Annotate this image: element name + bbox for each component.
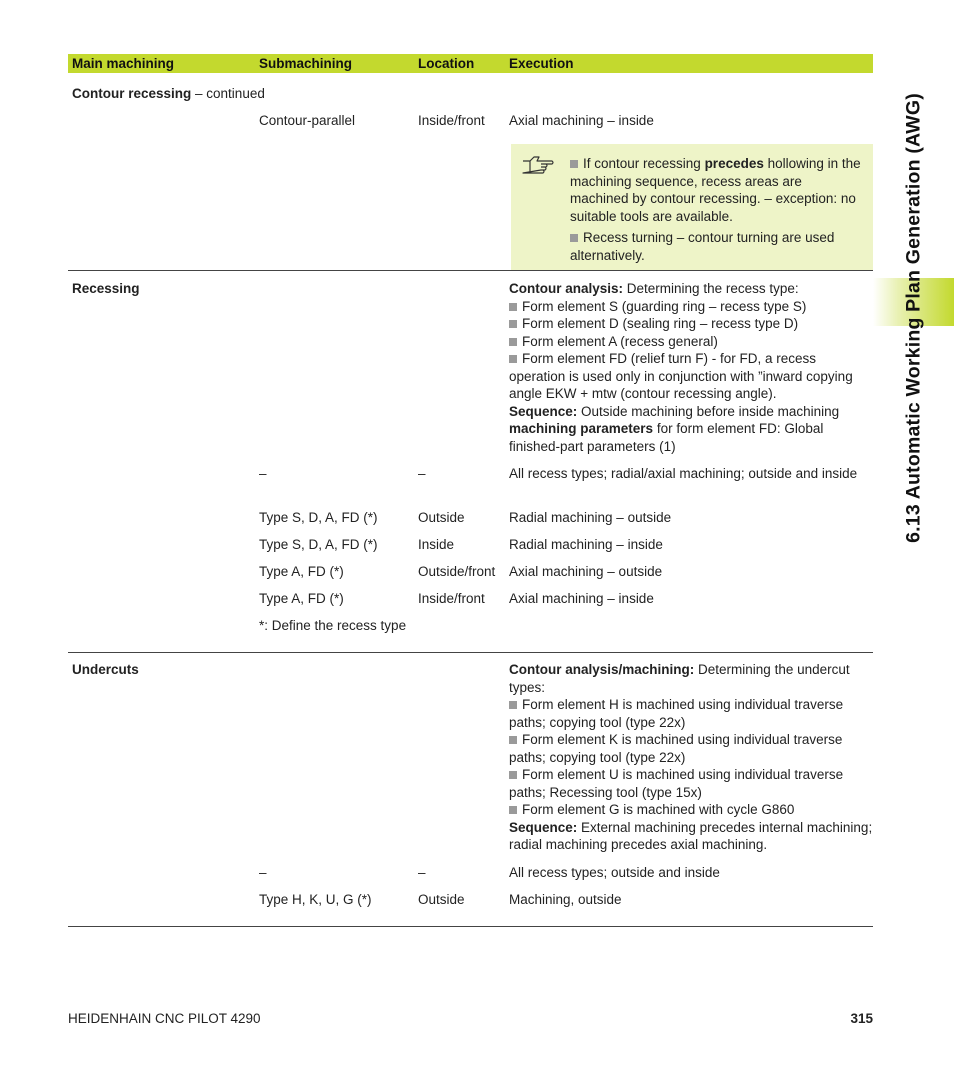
table-row-loc: Outside bbox=[418, 892, 465, 907]
list-item: Form element FD (relief turn F) - for FD, a recess operation is used only in conjunction with ”inward copying angle EKW + mtw (contour recessing angle). bbox=[509, 351, 853, 401]
note-bullet-2: Recess turning – contour turning are used alternatively. bbox=[570, 230, 835, 263]
recess-footnote: *: Define the recess type bbox=[259, 618, 407, 633]
table-row-exec: Axial machining – outside bbox=[509, 564, 663, 579]
chapter-side-title: 6.13 Automatic Working Plan Generation (AWG) bbox=[902, 93, 925, 543]
table-row-sub: Type S, D, A, FD (*) bbox=[259, 537, 378, 552]
bullet-square-icon bbox=[509, 320, 517, 328]
header-execution: Execution bbox=[509, 56, 574, 71]
table-row-exec: Machining, outside bbox=[509, 892, 622, 907]
divider bbox=[68, 652, 873, 653]
table-row-exec: All recess types; radial/axial machining; outside and inside bbox=[509, 466, 858, 481]
list-item: Form element H is machined using individual traverse paths; copying tool (type 22x) bbox=[509, 697, 844, 730]
bullet-square-icon bbox=[509, 806, 517, 814]
pointing-hand-icon bbox=[521, 155, 555, 177]
note-text bbox=[570, 155, 862, 264]
bullet-square-icon bbox=[509, 701, 517, 709]
contour-recessing-exec: Axial machining – inside bbox=[509, 113, 654, 128]
contour-recessing-loc: Inside/front bbox=[418, 113, 485, 128]
table-row-exec: All recess types; outside and inside bbox=[509, 865, 720, 880]
table-row-loc: Inside/front bbox=[418, 591, 485, 606]
bullet-square-icon bbox=[509, 771, 517, 779]
list-item: Form element A (recess general) bbox=[509, 333, 873, 351]
table-row-sub: – bbox=[259, 466, 267, 481]
table-row-exec: Radial machining – inside bbox=[509, 537, 663, 552]
table-row-loc: Inside bbox=[418, 537, 455, 552]
footer-product: HEIDENHAIN CNC PILOT 4290 bbox=[68, 1011, 261, 1026]
table-row-sub: Type A, FD (*) bbox=[259, 564, 344, 579]
bullet-square-icon bbox=[570, 160, 578, 168]
list-item: Form element K is machined using individual traverse paths; copying tool (type 22x) bbox=[509, 732, 843, 765]
table-row-loc: Outside bbox=[418, 510, 465, 525]
table-row-sub: Type H, K, U, G (*) bbox=[259, 892, 372, 907]
list-item: Form element G is machined with cycle G860 bbox=[509, 801, 873, 819]
table-row-sub: – bbox=[259, 865, 267, 880]
divider bbox=[68, 270, 873, 271]
header-location: Location bbox=[418, 56, 475, 71]
undercuts-description: Contour analysis/machining: Determining the undercut types: Form element H is machined using individual traverse paths; copying tool (type 22x) Form element K is machined using individual traverse paths; copying tool (type 22x) Form element U is machined using individual traverse paths; Recessing tool (type 15x) Form element G is machined with cycle G860 Sequence: External machining precedes internal machining; radial machining precedes axial machining. bbox=[509, 662, 873, 852]
table-row-exec: Axial machining – inside bbox=[509, 591, 654, 606]
list-item: Form element U is machined using individual traverse paths; Recessing tool (type 15x) bbox=[509, 767, 844, 800]
table-row-loc: – bbox=[418, 865, 426, 880]
recessing-description: Contour analysis: Determining the recess type: Form element S (guarding ring – recess type S) Form element D (sealing ring – recess type D) Form element A (recess general) Form element FD (relief turn F) - for FD, a recess operation is used only in conjunction with ”inward copying angle EKW + mtw (contour recessing angle). Sequence: Outside machining before inside machining machining parameters for form element FD: Global finished-part parameters (1) bbox=[509, 280, 873, 455]
section-title-recessing: Recessing bbox=[72, 281, 140, 296]
section-title-undercuts: Undercuts bbox=[72, 662, 139, 677]
contour-recessing-sub: Contour-parallel bbox=[259, 113, 356, 128]
table-row-loc: – bbox=[418, 466, 426, 481]
table-row-exec: Radial machining – outside bbox=[509, 510, 672, 525]
list-item: Form element S (guarding ring – recess type S) bbox=[509, 298, 873, 316]
table-row-sub: Type A, FD (*) bbox=[259, 591, 344, 606]
bullet-square-icon bbox=[509, 736, 517, 744]
section-title-contour-recessing: Contour recessing – continued bbox=[72, 86, 265, 101]
page-number: 315 bbox=[850, 1011, 873, 1026]
note-box bbox=[511, 144, 873, 270]
divider bbox=[68, 926, 873, 927]
header-submachining: Submachining bbox=[259, 56, 353, 71]
bullet-square-icon bbox=[509, 338, 517, 346]
bullet-square-icon bbox=[570, 234, 578, 242]
list-item: Form element D (sealing ring – recess type D) bbox=[509, 315, 873, 333]
header-main-machining: Main machining bbox=[72, 56, 175, 71]
table-row-loc: Outside/front bbox=[418, 564, 496, 579]
note-bullet-1: If contour recessing precedes hollowing in the machining sequence, recess areas are machined by contour recessing. – exception: no suitable tools are available. bbox=[570, 156, 861, 224]
bullet-square-icon bbox=[509, 355, 517, 363]
table-row-sub: Type S, D, A, FD (*) bbox=[259, 510, 378, 525]
bullet-square-icon bbox=[509, 303, 517, 311]
table-header bbox=[68, 54, 873, 73]
